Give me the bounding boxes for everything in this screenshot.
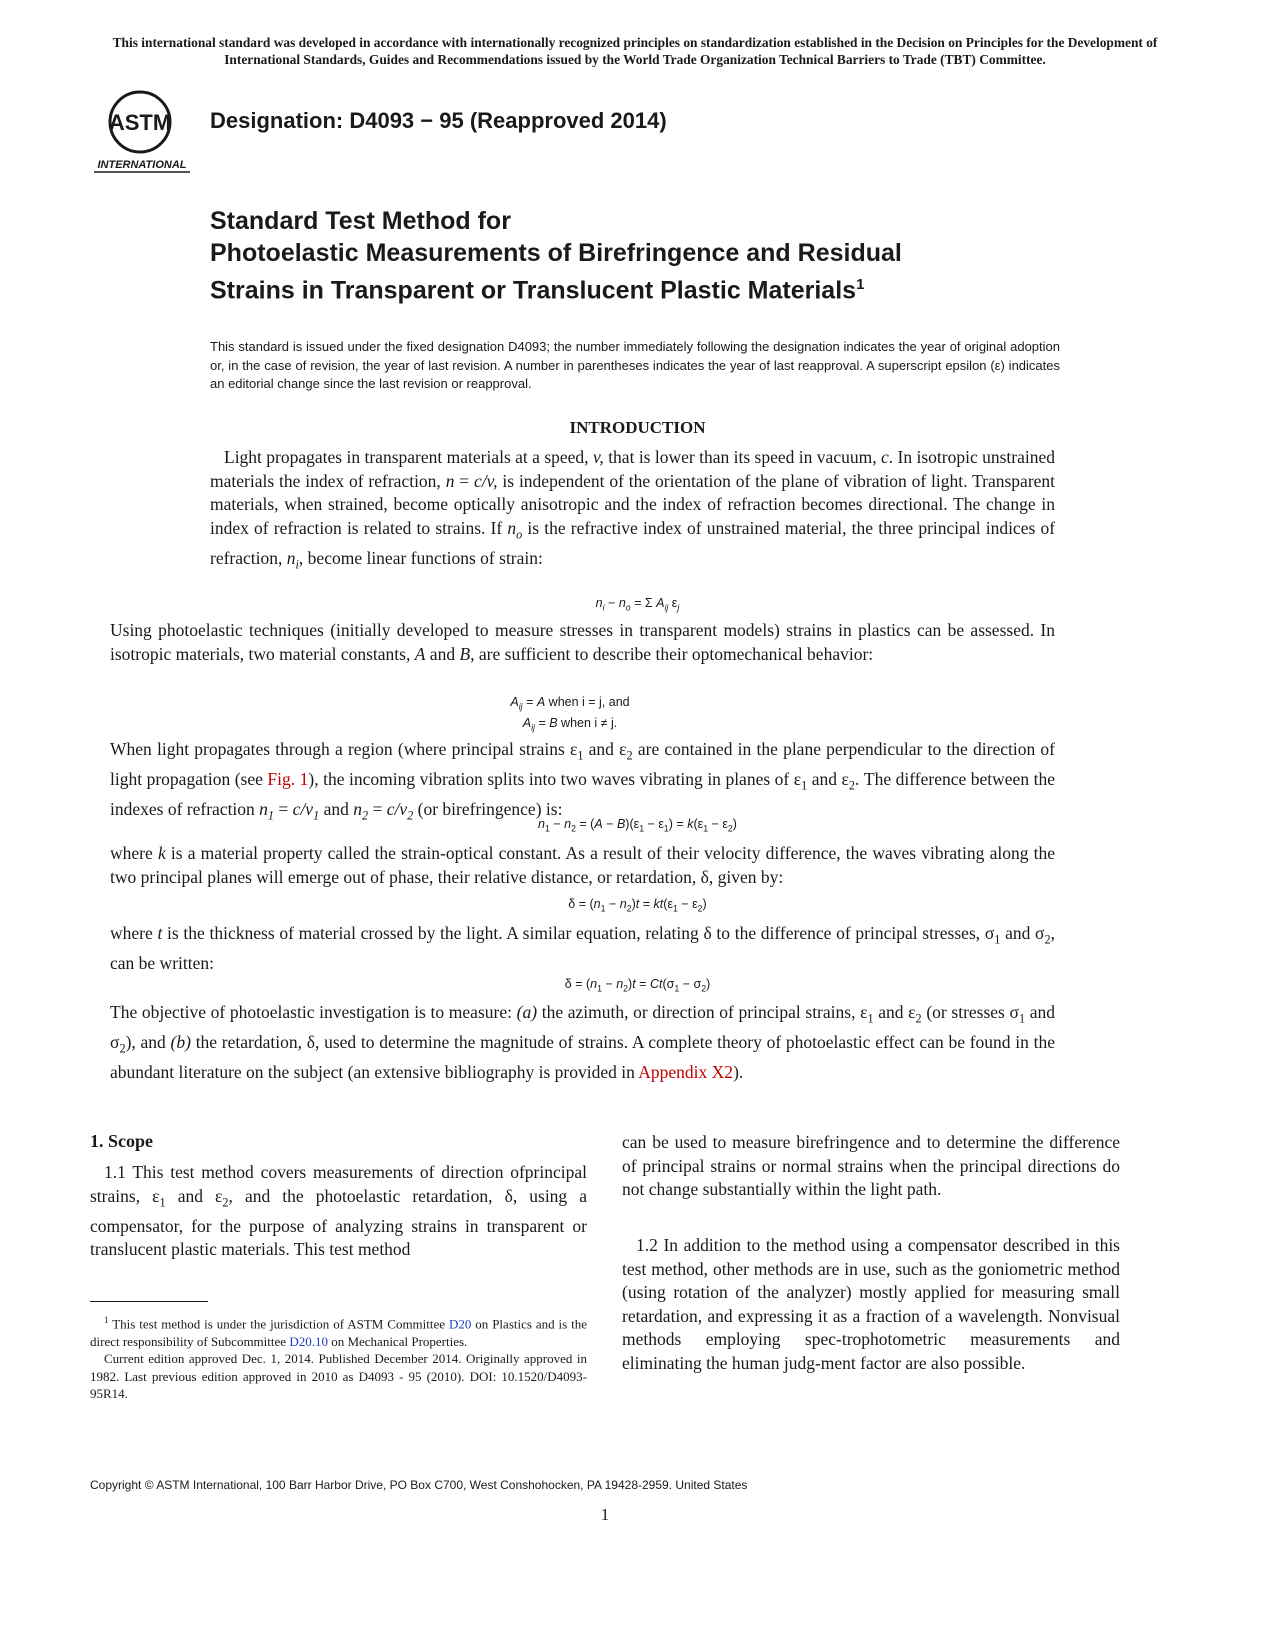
- footnote-rule: [90, 1301, 208, 1302]
- astm-logo: [90, 86, 194, 176]
- title-footnote-mark: 1: [856, 276, 865, 293]
- intro-paragraph-1: Light propagates in transparent materials at a speed, v, that is lower than its speed in vacuum, c. In isotropic unstrained materials the index of refraction, n = c/v, is independent of the orientation of the plane of vibration of light. Transparent materials, when strained, become optically anisotropic and the index of refraction becomes directional. The change in index of refraction is related to strains. If $n_o$ is the refractive index of unstrained material, the three principal indices of refraction, $n_i$, become linear functions of strain:: [210, 447, 1056, 571]
- equation-2: $A_{ij} = A$ when i = j, and $A_{ij} = B$ when i ≠ j.: [510, 695, 630, 732]
- d20-10-link[interactable]: D20.10: [289, 1333, 328, 1349]
- intro-paragraph-4: where k is a material property called the strain-optical constant. As a result of their velocity difference, the waves vibrating along the two principal planes will emerge out of phase, their relative distance, or retardation, δ, given by:: [110, 843, 1056, 887]
- logo-text: ASTM: [108, 110, 172, 135]
- intro-paragraph-6: The objective of photoelastic investigation is to measure: (a) the azimuth, or direction of principal strains, $\varepsilon_1$ and $\varepsilon_2$ (or stresses $\sigma_1$ and $\sigma_2$), and (b) the retardation, δ, used to determine the magnitude of strains. A complete theory of photoelastic effect can be found in the abundant literature on the subject (an extensive bibliography is provided in Appendix X2).: [110, 1002, 1056, 1082]
- intro-paragraph-2: Using photoelastic techniques (initially developed to measure stresses in transparent models) strains in plastics can be assessed. In isotropic materials, two material constants, A and B, are sufficient to describe their optomechanical behavior:: [110, 620, 1055, 664]
- document-title: [210, 205, 1110, 306]
- introduction-heading: INTRODUCTION: [569, 418, 706, 437]
- fig-1-link[interactable]: Fig. 1: [267, 769, 309, 789]
- footnote-1: $^1$ This test method is under the jurisdiction of ASTM Committee D20 on Plastics and is the direct responsibility of Subcommittee D20.10 on Mechanical Properties. Current edition approved Dec. 1, 2014. Published December 2014. Originally approved in 1982. Last previous edition approved in 2010 as D4093 - 95 (2010). DOI: 10.1520/D4093-95R14.: [90, 1315, 588, 1402]
- intro-paragraph-5: where t is the thickness of material crossed by the light. A similar equation, relating δ to the difference of principal stresses, $\sigma_1$ and $\sigma_2$, can be written:: [110, 923, 1055, 973]
- equation-5: $\delta = (n_1 - n_2)t = Ct(\sigma_1 - \sigma_2)$: [564, 977, 711, 994]
- tbt-notice: This international standard was developed in accordance with internationally recognized principles on standardization established in the Decision on Principles for the Development of International Standards, Guides and Recommendations issued by the World Trade Organization Technical Barriers to Trade (TBT) Committee.: [112, 35, 1158, 67]
- appendix-x2-link[interactable]: Appendix X2: [638, 1062, 734, 1082]
- d20-link[interactable]: D20: [448, 1316, 472, 1332]
- page-number: 1: [600, 1505, 610, 1524]
- logo-subtext: INTERNATIONAL: [97, 159, 187, 171]
- designation: Designation: D4093 − 95 (Reapproved 2014): [210, 108, 667, 133]
- scope-1-2: 1.2 In addition to the method using a compensator described in this test method, other methods are in use, such as the goniometric method (using rotation of the analyzer) mostly applied for measuring small retardation, and expressing it as a fraction of a wavelength. Nonvisual methods employing spec-trophotometric measurements and eliminating the human judg-ment factor are also possible.: [622, 1235, 1120, 1373]
- scope-heading: 1. Scope: [90, 1131, 153, 1151]
- equation-3: $n_1 - n_2 = (A - B)(\varepsilon_1 - \varepsilon_1) = k(\varepsilon_1 - \varepsilon_2)$: [538, 817, 737, 834]
- intro-paragraph-3: When light propagates through a region (where principal strains $\varepsilon_1$ and $\varepsilon_2$ are contained in the plane perpendicular to the direction of light propagation (see Fig. 1), the incoming vibration splits into two waves vibrating in planes of $\varepsilon_1$ and $\varepsilon_2$. The difference between the indexes of refraction $n_1 = c/v_1$ and $n_2 = c/v_2$ (or birefringence) is:: [110, 739, 1056, 823]
- preamble: This standard is issued under the fixed designation D4093; the number immediately following the designation indicates the year of original adoption or, in the case of revision, the year of last revision. A number in parentheses indicates the year of last reapproval. A superscript epsilon (ε) indicates an editorial change since the last revision or reapproval.: [210, 339, 1060, 391]
- title-line-2: Photoelastic Measurements of Birefringence and Residual: [210, 239, 902, 267]
- equation-4: $\delta = (n_1 - n_2)t = kt(\varepsilon_1 - \varepsilon_2)$: [568, 897, 707, 914]
- title-line-1: Standard Test Method for: [210, 207, 511, 235]
- scope-1-1: 1.1 This test method covers measurements of direction ofprincipal strains, $\varepsilon_1$ and $\varepsilon_2$, and the photoelastic retardation, δ, using a compensator, for the purpose of analyzing strains in transparent or translucent plastic materials. This test method: [90, 1162, 588, 1259]
- title-line-3: Strains in Transparent or Translucent Plastic Materials$^1$: [210, 276, 865, 305]
- equation-1: $n_i - n_o = \Sigma$ $A_{ij}$ $\varepsilon_j$: [595, 596, 680, 613]
- copyright-line: Copyright © ASTM International, 100 Barr Harbor Drive, PO Box C700, West Conshohocken, PA 19428-2959. United States: [90, 1478, 748, 1492]
- scope-1-1-continued: can be used to measure birefringence and to determine the difference of principal strains or normal strains when the principal directions do not change substantially within the light path.: [622, 1132, 1120, 1199]
